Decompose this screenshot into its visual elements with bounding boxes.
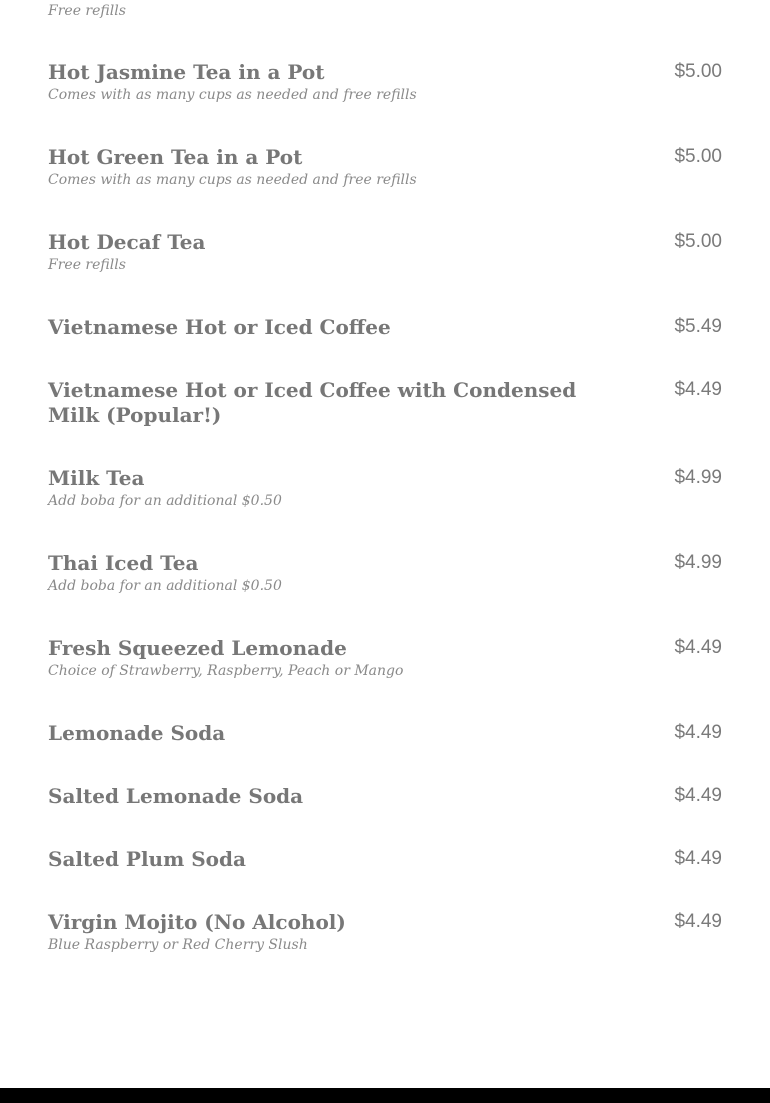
item-price: $4.49 — [674, 785, 722, 806]
item-price: $5.49 — [674, 316, 722, 337]
menu-item — [48, 466, 722, 511]
item-name: Salted Plum Soda — [48, 847, 246, 871]
item-description: Comes with as many cups as needed and free refills — [48, 172, 417, 188]
menu-item — [48, 721, 722, 746]
menu-item — [48, 145, 722, 190]
menu-item — [48, 378, 722, 428]
menu-item — [48, 230, 722, 275]
item-price: $4.99 — [674, 552, 722, 573]
footer-bar — [0, 1088, 770, 1103]
item-name: Vietnamese Hot or Iced Coffee with Condensed Milk (Popular!) — [48, 378, 577, 427]
item-description: Blue Raspberry or Red Cherry Slush — [48, 937, 308, 953]
menu-item — [48, 60, 722, 105]
item-price: $4.49 — [674, 848, 722, 869]
menu-item — [48, 636, 722, 681]
item-name: Hot Decaf Tea — [48, 230, 206, 254]
item-description: Free refills — [48, 3, 126, 19]
item-description: Free refills — [48, 257, 126, 273]
item-name: Salted Lemonade Soda — [48, 784, 304, 808]
menu-item — [48, 315, 722, 340]
item-name: Virgin Mojito (No Alcohol) — [48, 910, 346, 934]
menu-item — [48, 784, 722, 809]
item-name: Thai Iced Tea — [48, 551, 199, 575]
item-name: Hot Jasmine Tea in a Pot — [48, 60, 325, 84]
item-description: Add boba for an additional $0.50 — [48, 578, 282, 594]
item-name: Milk Tea — [48, 466, 145, 490]
item-name: Vietnamese Hot or Iced Coffee — [48, 315, 391, 339]
item-price: $4.99 — [674, 467, 722, 488]
item-price: $4.49 — [674, 911, 722, 932]
item-description: Add boba for an additional $0.50 — [48, 493, 282, 509]
item-name: Fresh Squeezed Lemonade — [48, 636, 347, 660]
item-description: Comes with as many cups as needed and free refills — [48, 87, 417, 103]
item-name: Hot Green Tea in a Pot — [48, 145, 303, 169]
item-name: Lemonade Soda — [48, 721, 226, 745]
item-price: $5.00 — [674, 61, 722, 82]
item-description: Choice of Strawberry, Raspberry, Peach or Mango — [48, 663, 404, 679]
item-price: $5.00 — [674, 146, 722, 167]
item-price: $4.49 — [674, 722, 722, 743]
menu-item — [48, 551, 722, 596]
item-price: $5.00 — [674, 231, 722, 252]
menu-item — [48, 910, 722, 955]
item-price: $4.49 — [674, 379, 722, 400]
item-price: $4.49 — [674, 637, 722, 658]
menu-item — [48, 847, 722, 872]
